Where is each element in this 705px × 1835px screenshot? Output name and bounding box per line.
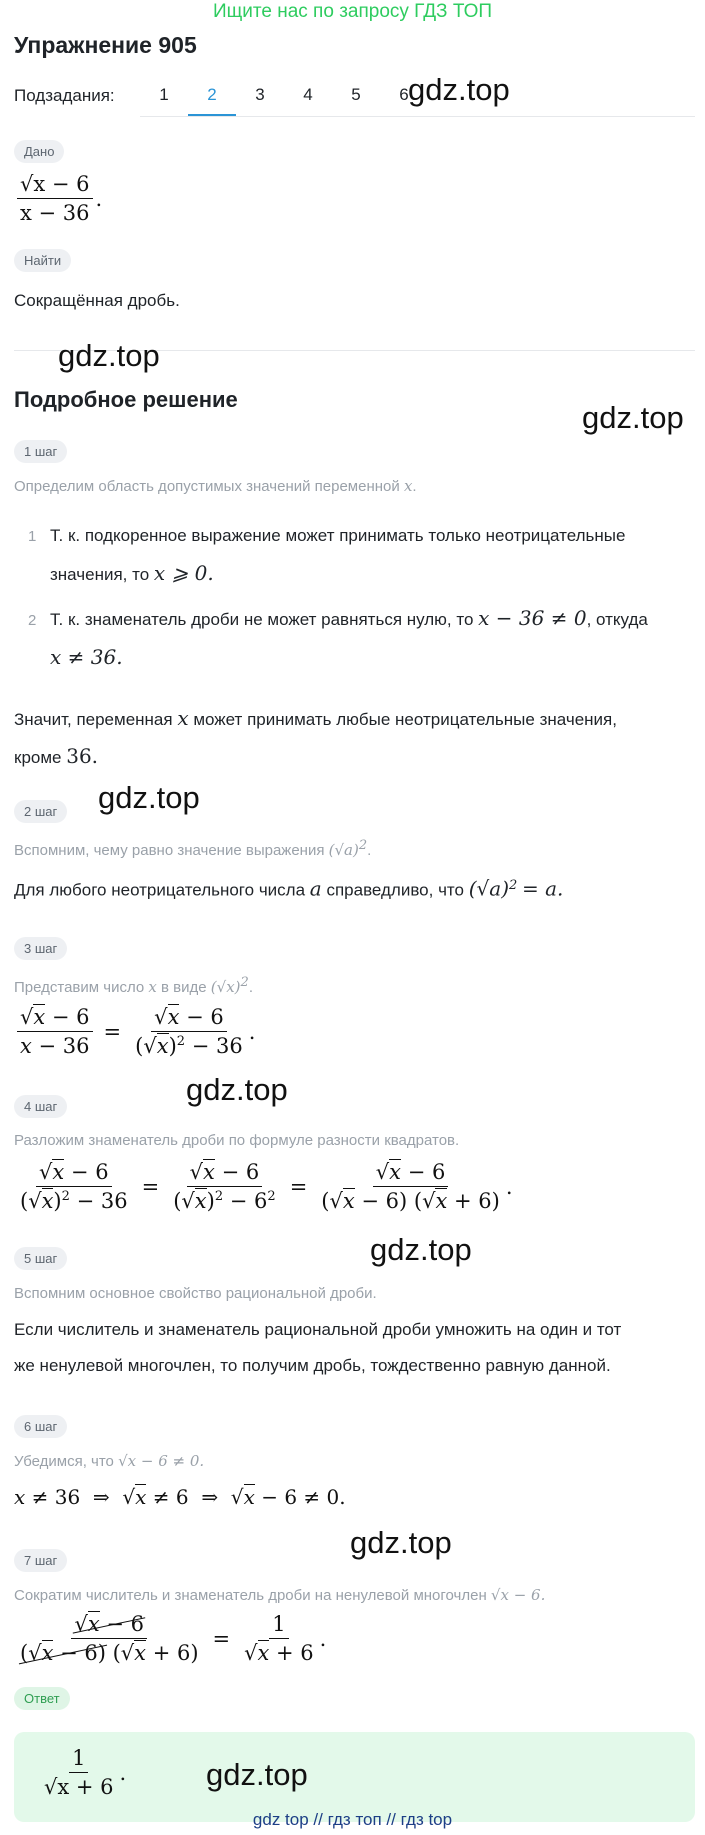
conclusion-text: может принимать любые неотрицательные значения, (193, 710, 617, 729)
watermark: gdz.top (582, 400, 684, 435)
step-7-equation: $\frac{√x - 6}{(√x - 6) (√x + 6)}$ = $\frac{1}{√x + 6}$ . (20, 1612, 327, 1665)
watermark: gdz.top (370, 1232, 472, 1267)
step-2-text (14, 868, 563, 909)
step-3-hint-var: x (148, 978, 157, 996)
list-text: , откуда (586, 610, 648, 629)
step-2-var: a (309, 876, 322, 901)
step-7-label: 7 шаг (14, 1549, 67, 1572)
step-1-hint-text: Определим область допустимых значений переменной (14, 478, 400, 495)
step-2-hint-text: Вспомним, чему равно значение выражения (14, 842, 325, 859)
step-4-hint: Разложим знаменатель дроби по формуле разности квадратов. (14, 1132, 460, 1149)
step-3-hint-text: Представим число (14, 979, 145, 996)
step-3-label: 3 шаг (14, 937, 67, 960)
tab-6[interactable]: 6 (399, 85, 409, 104)
step-6-hint (14, 1452, 204, 1470)
subtasks-label: Подзадания: (14, 86, 115, 105)
step-5-hint: Вспомним основное свойство рациональной дроби. (14, 1285, 377, 1302)
list-text: значения, то (50, 565, 150, 584)
given-label: Дано (14, 140, 64, 163)
step-2-tail: = a. (522, 876, 564, 901)
step-2-math: (√a) (468, 876, 509, 901)
step-2-hint: Вспомним, чему равно значение выражения $(√a)^2$. (14, 838, 372, 859)
tabs-divider (140, 116, 695, 117)
solution-title: Подробное решение (14, 387, 238, 412)
step-3-hint: Представим число x в виде $(√x)^2$. (14, 975, 253, 996)
list-math: x ⩾ 0. (153, 561, 214, 585)
step-7-hint-text: Сократим числитель и знаменатель дроби на ненулевой многочлен (14, 1587, 487, 1604)
given-fraction: $\frac{√x - 6}{x - 36}$ . (14, 172, 102, 225)
step-6-equation: x ≠ 36 ⇒ √ x ≠ 6 ⇒ √ x − 6 ≠ 0. (14, 1484, 346, 1509)
step-5-line-2: же ненулевой многочлен, то получим дробь, тождественно равную данной. (14, 1356, 611, 1375)
given-numerator: √x − 6 (17, 172, 93, 199)
given-denominator: x − 36 (20, 201, 90, 225)
step-5-label: 5 шаг (14, 1247, 67, 1270)
step-6-hint-math: √x − 6 ≠ 0. (118, 1452, 205, 1470)
step-3-hint-math: (√x) (210, 978, 241, 996)
step-1-conclusion (14, 700, 617, 776)
step-4-label: 4 шаг (14, 1095, 67, 1118)
find-text: Сокращённая дробь. (14, 291, 180, 310)
step-5-text (14, 1312, 621, 1384)
subtasks-tabs (140, 74, 428, 116)
step-1-label: 1 шаг (14, 440, 67, 463)
find-label: Найти (14, 249, 71, 272)
step-1-hint-var: x (403, 477, 413, 495)
step-2-text-b: справедливо, что (326, 880, 464, 900)
list-math: x ≠ 36. (50, 645, 123, 669)
tab-4[interactable]: 4 (303, 85, 313, 104)
list-text: Т. к. знаменатель дроби не может равняться нулю, то (50, 610, 474, 629)
step-3-hint-text-b: в виде (161, 979, 207, 996)
list-number: 1 (28, 528, 37, 545)
step-2-hint-math: (√a) (328, 841, 359, 859)
step-2-label: 2 шаг (14, 800, 67, 823)
step-1-list-item-2 (28, 600, 648, 677)
step-6-label: 6 шаг (14, 1415, 67, 1438)
conclusion-num: 36. (66, 744, 99, 768)
conclusion-text: кроме (14, 748, 62, 767)
tab-1[interactable]: 1 (159, 85, 169, 104)
step-1-hint: Определим область допустимых значений переменной x. (14, 477, 417, 495)
watermark: gdz.top (98, 780, 200, 815)
watermark: gdz.top (186, 1072, 288, 1107)
step-7-hint (14, 1586, 545, 1604)
answer-label: Ответ (14, 1687, 70, 1710)
step-1-list-item-1 (28, 518, 625, 593)
step-4-equation: $\frac{√x - 6}{(√x)^2 - 36}$ = $\frac{√x - 6}{(√x)^2 - 6^2}$ = $\frac{√x - 6}{(√x - 6) (√x + 6)}$ . (20, 1160, 513, 1213)
top-note: Ищите нас по запросу ГДЗ ТОП (212, 1, 493, 22)
step-5-line-1: Если числитель и знаменатель рациональной дроби умножить на один и тот (14, 1320, 622, 1339)
answer-denominator: √x + 6 (44, 1775, 114, 1799)
footer-links[interactable]: gdz top // гдз топ // гдз top (252, 1810, 453, 1829)
watermark: gdz.top (408, 72, 510, 107)
list-number: 2 (28, 612, 37, 629)
watermark: gdz.top (350, 1525, 452, 1560)
step-2-hint-sup: 2 (358, 838, 368, 853)
answer-numerator: 1 (69, 1746, 88, 1773)
step-2-text-a: Для любого неотрицательного числа (14, 880, 306, 900)
tab-3[interactable]: 3 (255, 85, 265, 104)
step-7-hint-math: √x − 6. (490, 1586, 546, 1604)
tab-2[interactable]: 2 (188, 74, 236, 116)
conclusion-var: x (177, 706, 189, 730)
step-6-hint-text: Убедимся, что (14, 1453, 114, 1470)
step-3-equation: $\frac{√x - 6}{x - 36}$ = $\frac{√x - 6}{(√x)^2 - 36}$ . (14, 1005, 255, 1058)
conclusion-text: Значит, переменная (14, 710, 173, 729)
page-title: Упражнение 905 (14, 32, 197, 58)
tab-5[interactable]: 5 (351, 85, 361, 104)
answer-fraction: $\frac{1}{√x + 6}$ . (38, 1746, 126, 1799)
list-math: x − 36 ≠ 0 (478, 606, 587, 630)
list-text: Т. к. подкоренное выражение может принимать только неотрицательные (50, 526, 626, 545)
step-2-sup: 2 (509, 878, 518, 893)
watermark: gdz.top (58, 338, 160, 373)
watermark: gdz.top (206, 1757, 308, 1792)
step-3-hint-sup: 2 (240, 975, 249, 990)
